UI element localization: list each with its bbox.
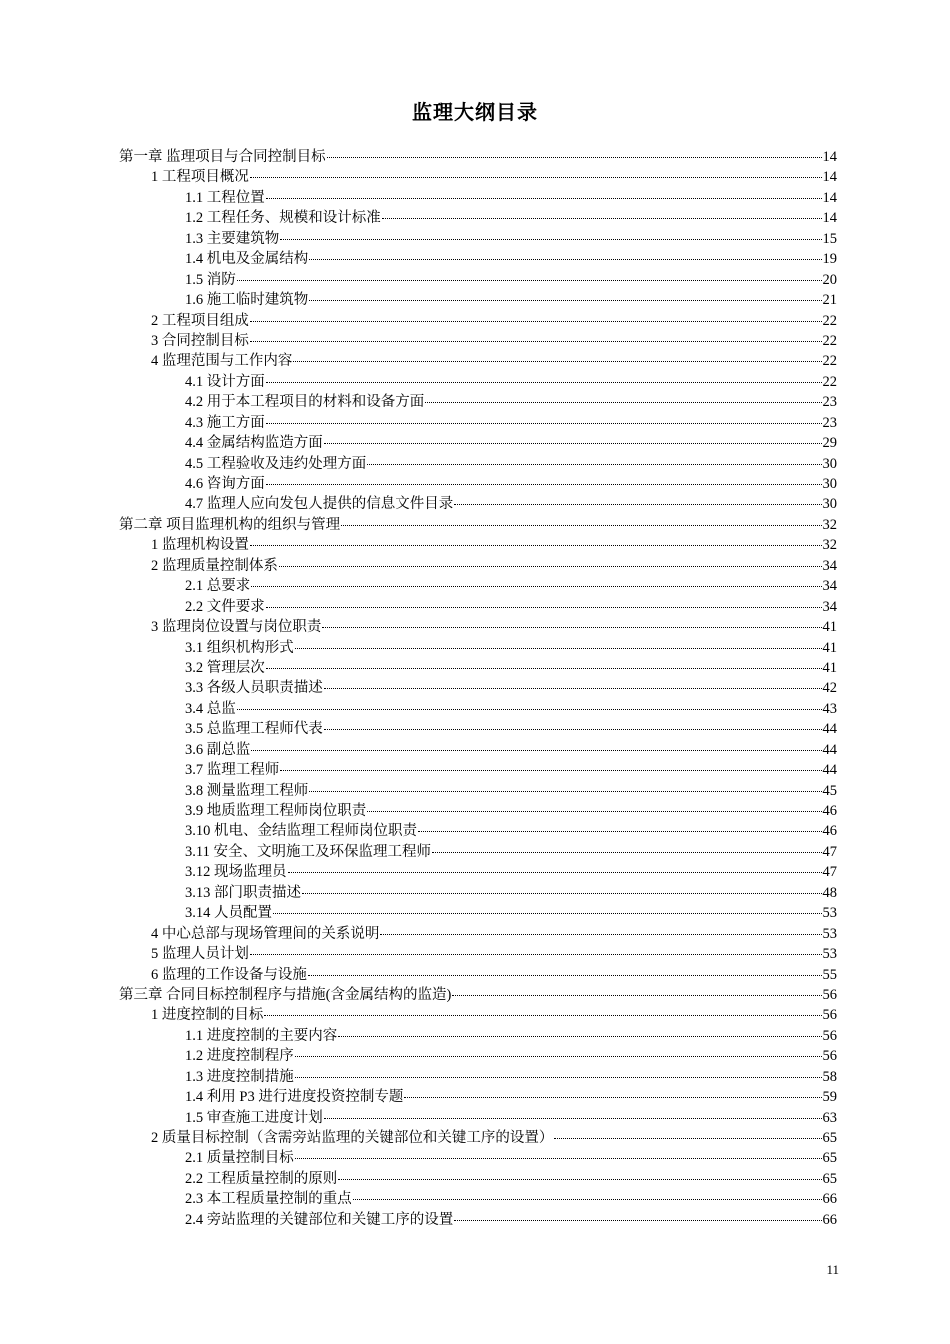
toc-entry-title: 1 监理机构设置 (151, 537, 249, 554)
toc-entry-page: 59 (822, 1089, 837, 1106)
toc-entry-page: 30 (822, 496, 837, 513)
toc-entry-page: 41 (822, 639, 837, 656)
toc-entry[interactable] (119, 597, 837, 617)
toc-entry[interactable] (119, 1067, 837, 1087)
toc-entry[interactable] (119, 842, 837, 862)
toc-dot-leader (425, 399, 821, 403)
toc-dot-leader (322, 624, 821, 628)
toc-entry-title: 3.13 部门职责描述 (185, 884, 301, 901)
toc-dot-leader (293, 358, 821, 362)
toc-entry[interactable] (119, 433, 837, 453)
toc-entry-title: 4.6 咨询方面 (185, 476, 265, 492)
toc-entry-page: 14 (822, 189, 837, 206)
toc-entry[interactable] (119, 290, 837, 310)
toc-dot-leader (295, 1053, 822, 1057)
toc-entry-page: 14 (822, 210, 837, 227)
toc-dot-leader (324, 1115, 822, 1119)
toc-entry[interactable] (119, 229, 837, 249)
toc-entry-page: 30 (822, 455, 837, 472)
toc-entry-page: 32 (822, 516, 837, 533)
toc-entry-title: 3.7 监理工程师 (185, 762, 280, 779)
toc-entry-page: 14 (822, 149, 837, 165)
toc-entry-page: 48 (822, 884, 837, 901)
toc-dot-leader (418, 828, 822, 832)
toc-dot-leader (309, 256, 821, 260)
toc-entry-page: 47 (822, 864, 837, 881)
toc-entry-page: 53 (822, 905, 837, 922)
toc-entry-page: 53 (822, 925, 837, 942)
toc-entry-title: 2.1 总要求 (185, 578, 251, 595)
toc-dot-leader (353, 1196, 822, 1200)
toc-entry[interactable] (119, 556, 837, 576)
toc-dot-leader (266, 195, 822, 199)
toc-entry-title: 3.12 现场监理员 (185, 864, 287, 881)
toc-dot-leader (327, 154, 822, 158)
toc-dot-leader (454, 1217, 821, 1221)
toc-entry-title: 3.5 总监理工程师代表 (185, 721, 323, 738)
toc-dot-leader (266, 379, 822, 383)
toc-entry[interactable] (119, 454, 837, 474)
toc-entry-page: 53 (822, 946, 837, 963)
toc-entry[interactable] (119, 965, 837, 985)
toc-dot-leader (273, 910, 822, 914)
toc-entry-page: 65 (822, 1150, 837, 1167)
toc-entry[interactable] (119, 494, 837, 514)
toc-dot-leader (454, 501, 821, 505)
table-of-contents (119, 147, 837, 1230)
toc-entry[interactable] (119, 944, 837, 964)
toc-dot-leader (302, 890, 822, 894)
page-number: 11 (826, 1262, 839, 1277)
toc-entry-title: 5 监理人员计划 (151, 946, 249, 963)
toc-entry-title: 1.6 施工临时建筑物 (185, 292, 309, 309)
toc-entry[interactable] (119, 351, 837, 371)
toc-dot-leader (367, 808, 821, 812)
toc-entry-page: 41 (822, 659, 837, 676)
toc-entry-page: 66 (822, 1191, 837, 1208)
toc-dot-leader (338, 1176, 821, 1180)
toc-entry[interactable] (119, 1087, 837, 1107)
toc-entry[interactable] (119, 331, 837, 351)
toc-dot-leader (279, 563, 822, 567)
toc-dot-leader (380, 931, 821, 935)
toc-dot-leader (237, 277, 822, 281)
toc-entry-page: 22 (822, 353, 837, 370)
toc-entry[interactable] (119, 147, 837, 167)
toc-entry-title: 1.2 进度控制程序 (185, 1048, 294, 1065)
toc-dot-leader (432, 849, 822, 853)
toc-entry-title: 3 监理岗位设置与岗位职责 (151, 619, 322, 636)
toc-entry-page: 56 (822, 1007, 837, 1024)
toc-entry-page: 19 (822, 251, 837, 268)
toc-dot-leader (266, 665, 822, 669)
toc-entry[interactable] (119, 474, 837, 494)
toc-entry-title: 3.9 地质监理工程师岗位职责 (185, 803, 367, 819)
toc-entry-title: 1.5 审查施工进度计划 (185, 1109, 323, 1126)
toc-dot-leader (280, 767, 821, 771)
toc-entry-page: 43 (822, 700, 837, 717)
toc-entry-title: 4.7 监理人应向发包人提供的信息文件目录 (185, 496, 454, 513)
toc-entry-title: 3.6 副总监 (185, 741, 251, 758)
toc-entry-page: 45 (822, 782, 837, 799)
toc-entry[interactable] (119, 1189, 837, 1209)
toc-entry[interactable] (119, 1046, 837, 1066)
toc-entry-title: 1.4 机电及金属结构 (185, 251, 309, 268)
toc-dot-leader (237, 706, 822, 710)
toc-entry-title: 4.5 工程验收及违约处理方面 (185, 455, 367, 472)
toc-entry-title: 2.2 文件要求 (185, 598, 265, 615)
toc-entry[interactable] (119, 208, 837, 228)
toc-entry-page: 23 (822, 414, 837, 431)
toc-entry-page: 56 (822, 1027, 837, 1044)
toc-dot-leader (309, 788, 821, 792)
toc-dot-leader (288, 869, 822, 873)
toc-entry-title: 3.4 总监 (185, 700, 236, 717)
toc-entry-title: 4.2 用于本工程项目的材料和设备方面 (185, 394, 425, 411)
toc-entry[interactable] (119, 781, 837, 801)
toc-entry-title: 1 工程项目概况 (151, 169, 249, 186)
toc-entry-page: 32 (822, 537, 837, 554)
toc-entry[interactable] (119, 1026, 837, 1046)
toc-entry[interactable] (119, 535, 837, 555)
toc-entry-title: 3.14 人员配置 (185, 905, 272, 922)
toc-entry-title: 第二章 项目监理机构的组织与管理 (119, 516, 341, 533)
toc-entry-page: 65 (822, 1130, 837, 1146)
toc-entry-page: 46 (822, 803, 837, 819)
toc-entry-page: 65 (822, 1170, 837, 1187)
toc-dot-leader (266, 604, 822, 608)
toc-entry-title: 3.3 各级人员职责描述 (185, 680, 323, 697)
toc-dot-leader (308, 972, 822, 976)
toc-dot-leader (264, 1012, 821, 1016)
toc-entry[interactable] (119, 719, 837, 739)
toc-entry-title: 3.2 管理层次 (185, 659, 265, 676)
toc-dot-leader (250, 951, 822, 955)
toc-entry[interactable] (119, 678, 837, 698)
toc-dot-leader (338, 1033, 821, 1037)
toc-entry-page: 46 (822, 823, 837, 840)
toc-entry-title: 1.2 工程任务、规模和设计标准 (185, 210, 381, 227)
toc-entry-title: 1.1 工程位置 (185, 189, 265, 206)
toc-dot-leader (250, 174, 822, 178)
toc-entry-title: 1.1 进度控制的主要内容 (185, 1027, 338, 1044)
toc-entry-title: 3.10 机电、金结监理工程师岗位职责 (185, 823, 417, 840)
toc-dot-leader (295, 645, 822, 649)
toc-entry-title: 2.4 旁站监理的关键部位和关键工序的设置 (185, 1211, 454, 1228)
toc-entry[interactable] (119, 372, 837, 392)
toc-entry-page: 58 (822, 1068, 837, 1085)
toc-entry-title: 1 进度控制的目标 (151, 1007, 264, 1024)
toc-dot-leader (367, 461, 821, 465)
toc-entry-page: 30 (822, 476, 837, 492)
toc-entry-page: 41 (822, 619, 837, 636)
toc-entry-title: 2.3 本工程质量控制的重点 (185, 1191, 352, 1208)
toc-entry-page: 22 (822, 373, 837, 390)
toc-entry-title: 2 监理质量控制体系 (151, 557, 278, 574)
toc-entry[interactable] (119, 638, 837, 658)
toc-dot-leader (251, 583, 821, 587)
toc-entry[interactable] (119, 1169, 837, 1189)
toc-entry-title: 2.1 质量控制目标 (185, 1150, 294, 1167)
toc-entry-title: 1.4 利用 P3 进行进度投资控制专题 (185, 1089, 404, 1106)
toc-entry-page: 44 (822, 762, 837, 779)
toc-entry-page: 15 (822, 230, 837, 247)
toc-entry-title: 6 监理的工作设备与设施 (151, 966, 307, 983)
toc-dot-leader (324, 685, 822, 689)
toc-entry[interactable] (119, 1210, 837, 1230)
toc-entry-page: 20 (822, 271, 837, 288)
toc-entry-page: 44 (822, 741, 837, 758)
toc-entry[interactable] (119, 167, 837, 187)
toc-entry[interactable] (119, 1108, 837, 1128)
toc-dot-leader (280, 236, 821, 240)
page-title: 监理大纲目录 (412, 100, 538, 124)
toc-entry[interactable] (119, 740, 837, 760)
toc-entry[interactable] (119, 862, 837, 882)
toc-dot-leader (452, 992, 821, 996)
toc-entry[interactable] (119, 1148, 837, 1168)
toc-entry-page: 23 (822, 394, 837, 411)
toc-entry[interactable] (119, 249, 837, 269)
toc-entry[interactable] (119, 924, 837, 944)
toc-dot-leader (382, 215, 822, 219)
toc-entry-page: 14 (822, 169, 837, 186)
toc-dot-leader (250, 338, 822, 342)
toc-entry-page: 56 (822, 986, 837, 1003)
toc-entry-page: 42 (822, 680, 837, 697)
toc-entry-title: 1.3 进度控制措施 (185, 1068, 294, 1085)
toc-entry-title: 2 质量目标控制（含需旁站监理的关键部位和关键工序的设置） (151, 1130, 554, 1146)
toc-entry-page: 47 (822, 843, 837, 860)
toc-entry-page: 55 (822, 966, 837, 983)
toc-entry-title: 1.3 主要建筑物 (185, 230, 280, 247)
toc-entry-title: 4.3 施工方面 (185, 414, 265, 431)
toc-entry-title: 4 中心总部与现场管理间的关系说明 (151, 925, 380, 942)
toc-dot-leader (251, 747, 821, 751)
toc-entry-title: 2.2 工程质量控制的原则 (185, 1170, 338, 1187)
toc-entry-page: 29 (822, 435, 837, 452)
toc-entry[interactable] (119, 311, 837, 331)
toc-entry-page: 34 (822, 557, 837, 574)
toc-entry[interactable] (119, 760, 837, 780)
toc-entry[interactable] (119, 576, 837, 596)
toc-entry-page: 34 (822, 598, 837, 615)
toc-entry-title: 4.4 金属结构监造方面 (185, 435, 323, 452)
toc-entry-title: 第一章 监理项目与合同控制目标 (119, 149, 326, 165)
toc-entry[interactable] (119, 699, 837, 719)
toc-dot-leader (250, 542, 822, 546)
toc-entry[interactable] (119, 515, 837, 535)
toc-dot-leader (295, 1074, 822, 1078)
toc-entry-page: 56 (822, 1048, 837, 1065)
toc-entry[interactable] (119, 801, 837, 821)
toc-entry-title: 2 工程项目组成 (151, 312, 249, 329)
toc-dot-leader (324, 726, 822, 730)
toc-entry-page: 34 (822, 578, 837, 595)
toc-entry[interactable] (119, 1005, 837, 1025)
toc-entry-page: 22 (822, 332, 837, 349)
toc-entry[interactable] (119, 392, 837, 412)
toc-entry-title: 第三章 合同目标控制程序与措施(含金属结构的监造) (119, 986, 452, 1003)
toc-entry-title: 4 监理范围与工作内容 (151, 353, 293, 370)
toc-entry[interactable] (119, 1128, 837, 1148)
toc-entry-page: 63 (822, 1109, 837, 1126)
toc-entry-page: 22 (822, 312, 837, 329)
toc-entry-page: 44 (822, 721, 837, 738)
toc-dot-leader (554, 1135, 821, 1139)
toc-entry-title: 1.5 消防 (185, 271, 236, 288)
toc-entry[interactable] (119, 413, 837, 433)
toc-entry[interactable] (119, 821, 837, 841)
toc-dot-leader (295, 1155, 822, 1159)
toc-dot-leader (266, 481, 822, 485)
toc-entry[interactable] (119, 658, 837, 678)
toc-entry[interactable] (119, 903, 837, 923)
toc-dot-leader (309, 297, 821, 301)
toc-entry[interactable] (119, 883, 837, 903)
toc-dot-leader (341, 522, 821, 526)
toc-dot-leader (250, 318, 822, 322)
toc-entry-title: 3.1 组织机构形式 (185, 639, 294, 656)
toc-entry-title: 4.1 设计方面 (185, 373, 265, 390)
toc-entry-title: 3.11 安全、文明施工及环保监理工程师 (185, 843, 431, 860)
toc-entry[interactable] (119, 188, 837, 208)
toc-entry[interactable] (119, 270, 837, 290)
toc-entry[interactable] (119, 985, 837, 1005)
toc-dot-leader (404, 1094, 821, 1098)
toc-entry-page: 66 (822, 1211, 837, 1228)
toc-entry[interactable] (119, 617, 837, 637)
toc-entry-title: 3 合同控制目标 (151, 332, 249, 349)
toc-dot-leader (266, 420, 822, 424)
toc-dot-leader (324, 440, 822, 444)
toc-entry-title: 3.8 测量监理工程师 (185, 782, 309, 799)
toc-entry-page: 21 (822, 292, 837, 309)
